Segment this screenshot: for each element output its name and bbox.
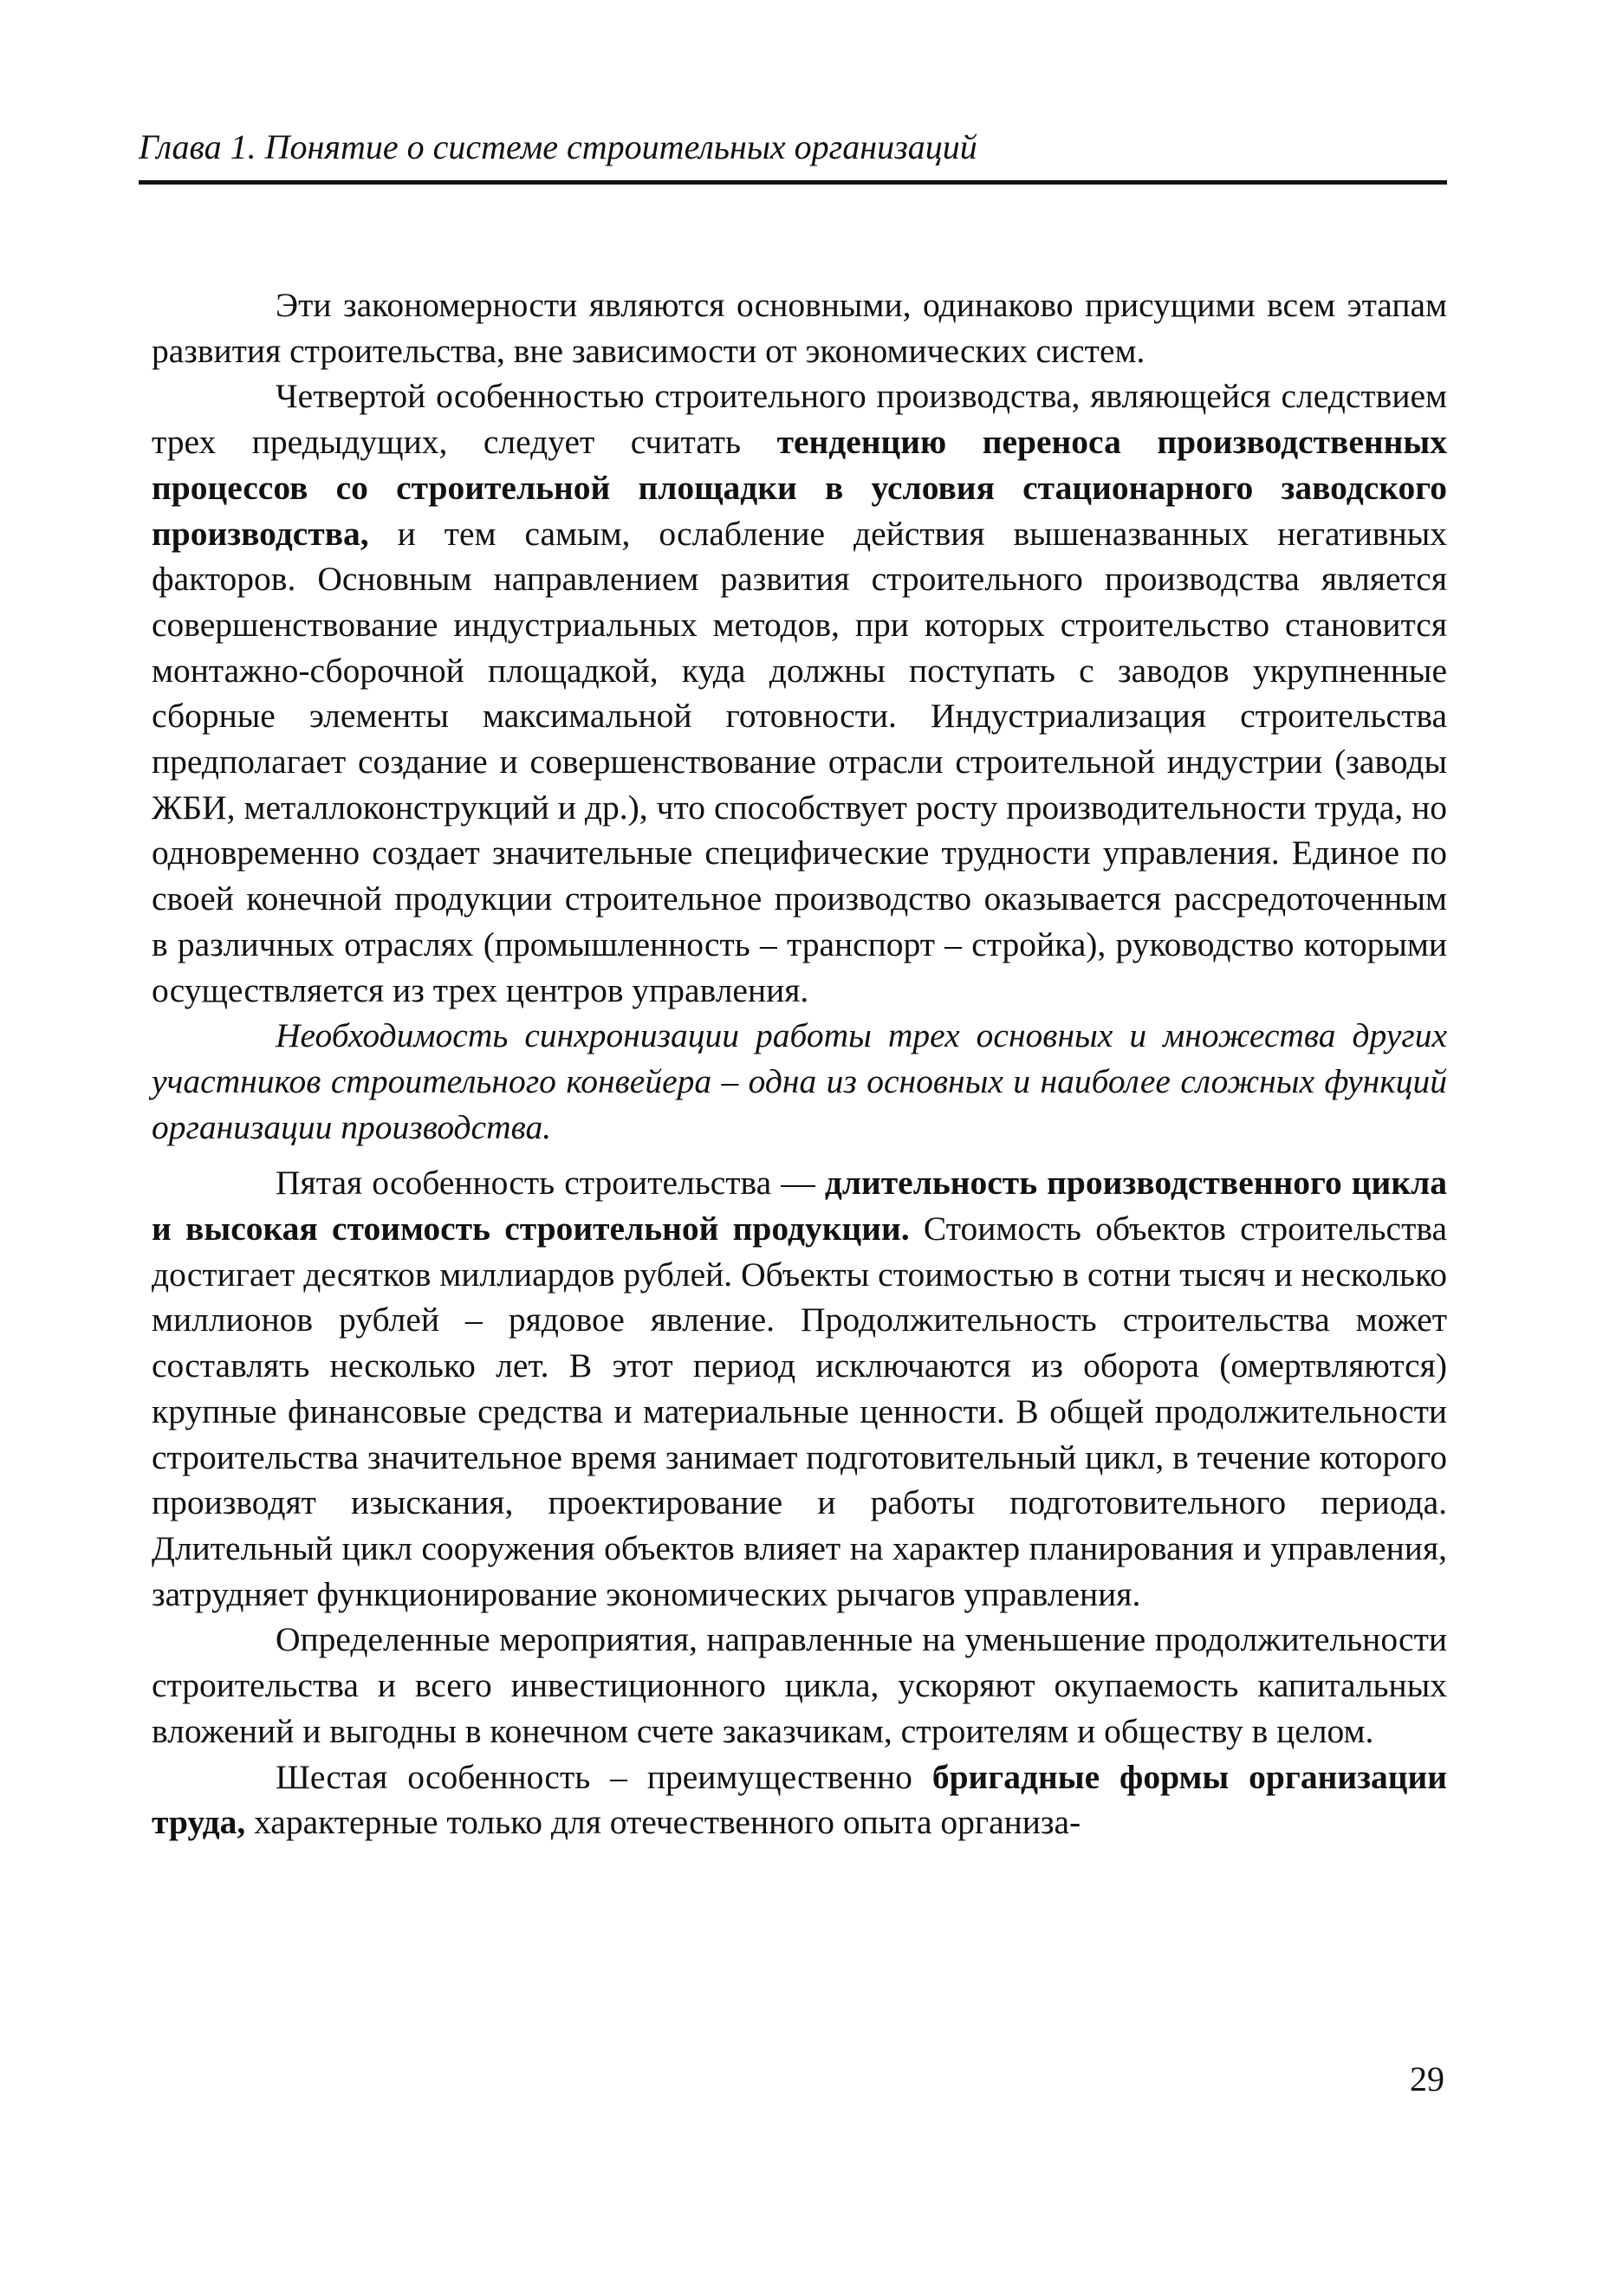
paragraph-fourth-feature-rest: и тем самым, ослабление действия вышеназванных негативных факторов. Основным направлением развития строительного производства является совершенствование индустриальных методов, при которых строительство становится монтажно-сборочной площадкой, куда должны поступать с заводов укрупненные сборные элементы максимальной готовности. Индустриализация строительства предполагает создание и совершенствование отрасли строительной индустрии (заводы ЖБИ, металлоконструкций и др.), что способствует росту производительности труда, но одновременно создает значительные специфические трудности управления. Единое по своей конечной продукции строительное производство оказывается рассредоточенным в различных отраслях (промышленность – транспорт – стройка), руководство которыми осуществляется из трех центров управления.	[152, 514, 1447, 1009]
paragraph-sixth-feature-emphasis: бригадные формы организации труда,	[152, 1757, 1448, 1842]
paragraph-fifth-feature-rest: Стоимость объектов строительства достигает десятков миллиардов рублей. Объекты стоимостью в сотни тысяч и несколько миллионов рублей – рядовое явление. Продолжительность строительства может составлять несколько лет. В этот период исключаются из оборота (омертвляются) крупные финансовые средства и материальные ценности. В общей продолжительности строительства значительное время занимает подготовительный цикл, в течение которого производят изыскания, проектирование и работы подготовительного периода. Длительный цикл сооружения объектов влияет на характер планирования и управления, затрудняет функционирование экономических рычагов управления.	[152, 1210, 1448, 1613]
paragraph-fourth-feature-lead: Четвертой особенностью строительного производства, являющейся следствием трех предыдущих, следует считать	[152, 377, 1447, 462]
paragraph-sixth-feature-lead: Шестая особенность – преимущественно	[276, 1757, 932, 1796]
paragraph-patterns: Эти закономерности являются основными, одинаково присущими всем этапам развития строительства, вне зависимости от экономических систем.	[152, 286, 1447, 370]
paragraph-sixth-feature	[152, 1754, 1447, 1845]
paragraph-sixth-feature-rest: характерные только для отечественного опыта организа-	[245, 1803, 1081, 1842]
paragraph-fourth-feature-emphasis: тенденцию переноса производственных процессов со строительной площадки в условия стационарного заводского производства,	[152, 423, 1448, 553]
paragraph-fifth-feature	[152, 1160, 1447, 1617]
running-header: Глава 1. Понятие о системе строительных организаций	[139, 127, 977, 166]
paragraph-fifth-feature-lead: Пятая особенность строительства —	[276, 1164, 825, 1203]
paragraph-fourth-feature	[152, 373, 1447, 1013]
header-rule	[139, 180, 1447, 185]
paragraph-fifth-feature-emphasis: длительность производственного цикла и высокая стоимость строительной продукции.	[152, 1164, 1447, 1249]
page-number: 29	[1410, 2059, 1444, 2098]
paragraph-measures: Определенные мероприятия, направленные на уменьшение продолжительности строительства и всего инвестиционного цикла, ускоряют окупаемость капитальных вложений и выгодны в конечном счете заказчикам, строителям и обществу в целом.	[152, 1620, 1447, 1750]
paragraph-synchronization: Необходимость синхронизации работы трех основных и множества других участников строительного конвейера – одна из основных и наиболее сложных функций организации производства.	[152, 1016, 1447, 1146]
body-text	[152, 282, 1447, 1845]
